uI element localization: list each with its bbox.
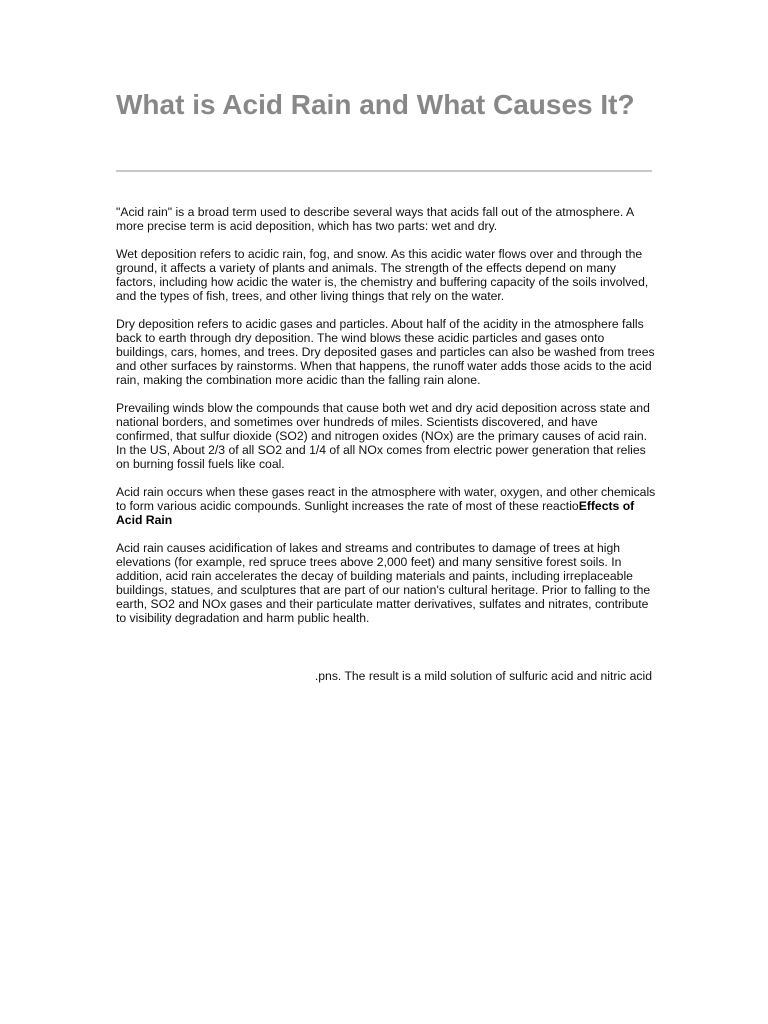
paragraph-acid-rain-definition: "Acid rain" is a broad term used to describe several ways that acids fall out of the atmosphere. A more precise term is acid deposition, which has two parts: wet and dry. bbox=[116, 205, 634, 233]
paragraph-dry-deposition: Dry deposition refers to acidic gases and particles. About half of the acidity in the atmosphere falls back to earth through dry deposition. The wind blows these acidic particles and gases onto buildings, cars, homes, and trees. Dry deposited gases and particles can also be washed from trees and other surfaces by rainstorms. When that happens, the runoff water adds those acids to the acid rain, making the combination more acidic than the falling rain alone. bbox=[116, 317, 655, 387]
paragraph-wet-deposition: Wet deposition refers to acidic rain, fog, and snow. As this acidic water flows over and through the ground, it affects a variety of plants and animals. The strength of the effects depend on many factors, including how acidic the water is, the chemistry and buffering capacity of the soils involved, and the types of fish, trees, and other living things that rely on the water. bbox=[116, 247, 649, 303]
paragraph-prevailing-winds: Prevailing winds blow the compounds that cause both wet and dry acid deposition across state and national borders, and sometimes over hundreds of miles. Scientists discovered, and have confirmed, that sulfur dioxide (SO2) and nitrogen oxides (NOx) are the primary causes of acid rain. In the US, About 2/3 of all SO2 and 1/4 of all NOx comes from electric power generation that relies on burning fossil fuels like coal. bbox=[116, 401, 650, 471]
section-heading-effects: Effects of Acid Rain bbox=[116, 499, 635, 527]
article-body bbox=[116, 205, 656, 639]
paragraph-effects: Acid rain causes acidification of lakes and streams and contributes to damage of trees at high elevations (for example, red spruce trees above 2,000 feet) and many sensitive forest soils. In addition, acid rain accelerates the decay of building materials and paints, including irreplaceable buildings, statues, and sculptures that are part of our nation's cultural heritage. Prior to falling to the earth, SO2 and NOx gases and their particulate matter derivatives, sulfates and nitrates, contribute to visibility degradation and harm public health. bbox=[116, 541, 651, 625]
page-title: What is Acid Rain and What Causes It? bbox=[116, 89, 635, 120]
paragraph-reactions-text: Acid rain occurs when these gases react in the atmosphere with water, oxygen, and other chemicals to form various acidic compounds. Sunlight increases the rate of most of these reactio bbox=[116, 485, 656, 513]
title-divider bbox=[116, 170, 652, 172]
paragraph-reactions bbox=[116, 485, 656, 527]
paragraph-tail: .pns. The result is a mild solution of sulfuric acid and nitric acid bbox=[314, 669, 652, 683]
